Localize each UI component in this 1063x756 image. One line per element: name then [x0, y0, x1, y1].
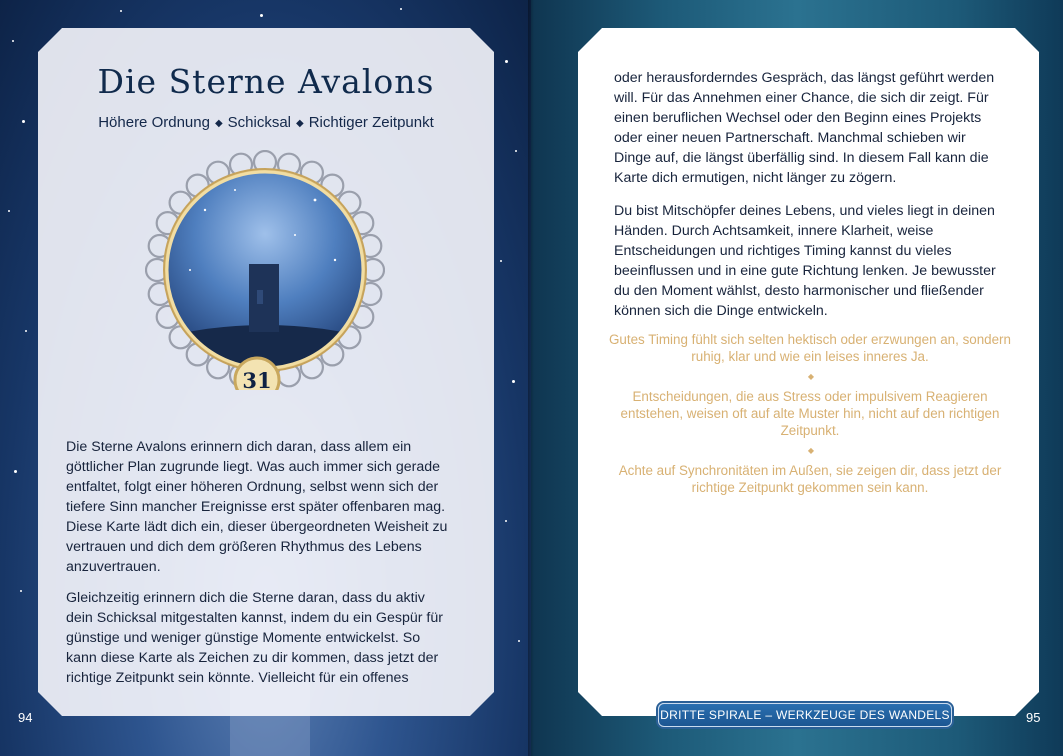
left-paragraph-1: Die Sterne Avalons erinnern dich daran, dass allem ein göttlicher Plan zugrunde liegt. Was auch immer sich gerade entfaltet, folgt einer höheren Ordnung, selbst wenn sich der tiefere Sinn mancher Ereignisse erst später offenbaren mag. Diese Karte lädt dich ein, dieser übergeordneten Weisheit zu vertrauen und dich dem größeren Rhythmus des Lebens anzuvertrauen.: [66, 439, 448, 575]
keyword-2: Schicksal: [227, 114, 292, 131]
book-spine: [528, 0, 534, 756]
card-number: 31: [242, 368, 272, 390]
quote-3: Achte auf Synchronitäten im Außen, sie zeigen dir, dass jetzt der richtige Zeitpunkt gekommen sein kann.: [618, 463, 1002, 495]
diamond-icon: ◆: [296, 118, 304, 129]
left-paragraph-2: Gleichzeitig erinnern dich die Sterne daran, dass du aktiv dein Schicksal mitgestalten kannst, indem du ein Gespür für günstige und weniger günstige Momente entwickelst. So kann diese Karte als Zeichen zu dir kommen, dass jetzt der richtige Zeitpunkt sein könnte. Vielleicht für ein offenes: [66, 590, 443, 686]
keyword-1: Höhere Ordnung: [98, 114, 210, 131]
keyword-3: Richtiger Zeitpunkt: [308, 114, 434, 131]
card-medallion: [145, 150, 385, 390]
page-number-right: 95: [1026, 710, 1041, 725]
diamond-icon: ◆: [807, 372, 815, 381]
keywords: [38, 114, 494, 131]
right-paragraph-1: oder herausforderndes Gespräch, das längst geführt werden will. Für das Annehmen einer Chance, die sich dir zeigt. Für einen beruflichen Wechsel oder den Beginn eines Projekts oder einer neuen Partnerschaft. Manchmal schieben wir Dinge auf, die längst überfällig sind. In diesem Fall kann die Karte dich ermutigen, nicht länger zu zögern.: [614, 70, 995, 186]
diamond-icon: ◆: [214, 118, 223, 129]
quote-2: Entscheidungen, die aus Stress oder impulsivem Reagieren entstehen, weisen oft auf alte Muster hin, nicht auf den richtigen Zeitpunkt.: [620, 389, 1000, 438]
diamond-icon: ◆: [807, 446, 815, 455]
page-title: Die Sterne Avalons: [97, 62, 435, 101]
chapter-label: DRITTE SPIRALE – WERKZEUGE DES WANDELS: [658, 703, 952, 727]
quote-1: Gutes Timing fühlt sich selten hektisch oder erzwungen an, sondern ruhig, klar und wie ein leises inneres Ja.: [609, 332, 1011, 364]
page-number-left: 94: [18, 710, 33, 725]
glastonbury-tor-image: [145, 150, 385, 390]
right-paragraph-2: Du bist Mitschöpfer deines Lebens, und vieles liegt in deinen Händen. Durch Achtsamkeit, innere Klarheit, weise Entscheidungen und richtiges Timing kannst du vieles beeinflussen und in eine gute Richtung lenken. Je bewusster du den Moment wählst, desto harmonischer und fließender können sich die Dinge entwickeln.: [614, 203, 996, 319]
